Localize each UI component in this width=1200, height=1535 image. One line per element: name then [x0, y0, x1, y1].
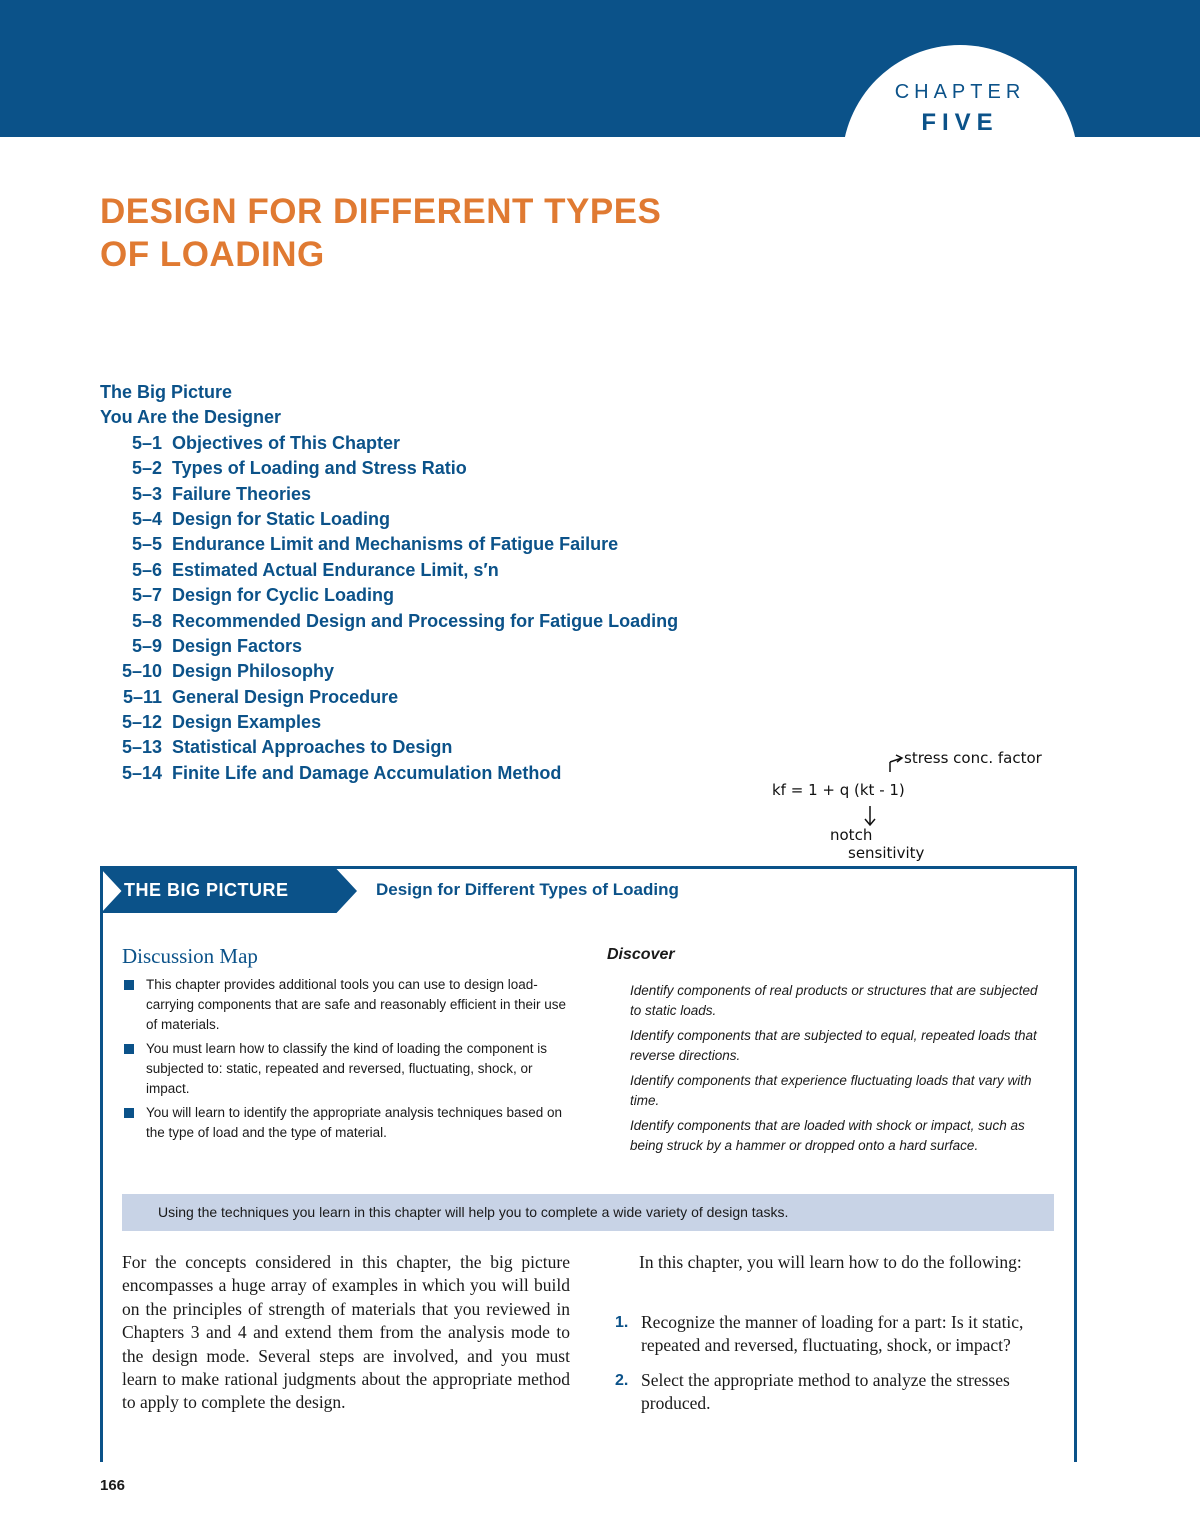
list-item: Identify components that are subjected to equal, repeated loads that reverse directions.: [630, 1028, 1037, 1063]
list-item: Identify components of real products or structures that are subjected to static loads.: [630, 983, 1038, 1018]
toc-item[interactable]: [100, 431, 678, 456]
toc-item-number: 5–10: [121, 661, 162, 682]
list-item: [607, 1311, 1053, 1358]
toc-item-text: Recommended Design and Processing for Fatigue Loading: [172, 610, 679, 631]
annotation-label-notch: notch: [830, 826, 873, 844]
annotation-formula: kf = 1 + q (kt - 1): [772, 781, 905, 799]
toc-item-number: 5–13: [121, 737, 162, 758]
toc-item[interactable]: [100, 735, 678, 760]
toc-item-text: Design Philosophy: [172, 661, 335, 682]
toc-item[interactable]: [100, 583, 678, 608]
toc-item[interactable]: [100, 380, 678, 405]
intro-paragraph: For the concepts considered in this chapter, the big picture encompasses a huge array of examples in which you will build on the principles of strength of materials that you reviewed in Chapters 3 and 4 and extend them from the analysis mode to the design mode. Several steps are involved, and you must learn to make rational judgments about the appropriate method to apply to complete the design.: [122, 1252, 570, 1413]
list-item-number: 2.: [615, 1371, 629, 1389]
toc-item-number: 5–3: [131, 483, 162, 504]
toc-item[interactable]: [100, 685, 678, 710]
learn-list: [607, 1311, 1053, 1427]
toc-item-number: 5–1: [131, 432, 162, 453]
toc-item-text: Failure Theories: [172, 483, 312, 504]
toc-item-text: Statistical Approaches to Design: [172, 737, 453, 758]
toc-item-number: 5–5: [131, 534, 162, 555]
toc-item-text: Design Examples: [172, 712, 322, 733]
list-item-text: Recognize the manner of loading for a part: Is it static, repeated and reversed, fluctuating, shock, or impact?: [641, 1312, 1024, 1356]
toc-item[interactable]: [100, 558, 678, 583]
toc-item-number: 5–7: [131, 585, 162, 606]
toc-item-text: The Big Picture: [100, 382, 233, 402]
list-item: [122, 1039, 572, 1099]
list-item: Identify components that are loaded with shock or impact, such as being struck by a hammer or dropped onto a hard surface.: [630, 1118, 1025, 1153]
toc-item-text: Objectives of This Chapter: [172, 432, 401, 453]
toc-item-text: You Are the Designer: [100, 407, 282, 428]
toc-item[interactable]: [100, 659, 678, 684]
list-item-number: 1.: [615, 1314, 629, 1331]
annotation-label-top: stress conc. factor: [904, 749, 1042, 767]
discussion-map-heading: Discussion Map: [122, 944, 258, 968]
chapter-word: CHAPTER: [894, 81, 1026, 103]
toc-item-text: Design for Cyclic Loading: [172, 585, 395, 606]
annotation-arrow-down: [865, 806, 875, 825]
list-item-text: You must learn how to classify the kind of loading the component is subjected to: static, repeated and reversed, fluctuating, shock, or impact.: [146, 1041, 547, 1096]
toc-item-text: Estimated Actual Endurance Limit, s′n: [172, 559, 499, 580]
square-bullet-icon: [124, 1108, 134, 1118]
chapter-number: FIVE: [921, 109, 999, 136]
toc-item[interactable]: [100, 532, 678, 557]
list-item: Identify components that experience fluctuating loads that vary with time.: [630, 1073, 1032, 1108]
toc-item[interactable]: [100, 507, 678, 532]
toc-item[interactable]: [100, 456, 678, 481]
square-bullet-icon: [124, 980, 134, 990]
toc-item-text: Finite Life and Damage Accumulation Method: [172, 762, 562, 783]
toc-item-number: 5–14: [121, 762, 162, 783]
toc-item-number: 5–4: [131, 508, 162, 529]
chapter-title-line2: OF LOADING: [100, 235, 325, 274]
discover-heading: Discover: [607, 946, 675, 963]
discover-list: [630, 981, 1040, 1161]
list-item-text: Select the appropriate method to analyze the stresses produced.: [641, 1369, 1010, 1414]
toc-item-number: 5–6: [131, 559, 162, 580]
big-picture-label: THE BIG PICTURE: [124, 880, 289, 900]
table-of-contents: [100, 380, 678, 786]
annotation-label-sensitivity: sensitivity: [848, 844, 925, 862]
toc-item-text: Design Factors: [172, 635, 303, 656]
list-item-text: You will learn to identify the appropriate analysis techniques based on the type of load and the type of material.: [146, 1105, 563, 1140]
list-item: [607, 1369, 1053, 1416]
toc-item-number: 5–9: [131, 635, 162, 656]
toc-item-number: 5–11: [122, 686, 162, 707]
learn-intro: In this chapter, you will learn how to do the following:: [639, 1252, 1022, 1272]
list-item: [122, 975, 572, 1035]
techniques-note: Using the techniques you learn in this chapter will help you to complete a wide variety of design tasks.: [122, 1194, 1054, 1231]
square-bullet-icon: [124, 1044, 134, 1054]
toc-item[interactable]: [100, 634, 678, 659]
list-item: [122, 1103, 572, 1143]
discussion-map-list: [122, 975, 572, 1147]
toc-item-number: 5–8: [131, 610, 162, 631]
toc-item[interactable]: [100, 609, 678, 634]
toc-item[interactable]: [100, 482, 678, 507]
chapter-title: [100, 190, 661, 276]
toc-item-text: Types of Loading and Stress Ratio: [172, 458, 467, 479]
toc-item-number: 5–2: [131, 458, 162, 479]
toc-item-number: 5–12: [121, 712, 162, 733]
annotation-arrow-up: [890, 755, 902, 762]
big-picture-title: Design for Different Types of Loading: [376, 880, 679, 899]
chapter-title-line1: DESIGN FOR DIFFERENT TYPES: [100, 192, 662, 231]
toc-item[interactable]: [100, 405, 678, 430]
toc-item-text: General Design Procedure: [172, 686, 399, 707]
toc-item-text: Design for Static Loading: [172, 508, 391, 529]
toc-item[interactable]: [100, 710, 678, 735]
toc-item[interactable]: [100, 761, 678, 786]
page-number: 166: [100, 1477, 126, 1494]
toc-item-text: Endurance Limit and Mechanisms of Fatigue Failure: [172, 534, 619, 555]
handwritten-annotation: [770, 740, 1070, 870]
list-item-text: This chapter provides additional tools you can use to design load-carrying components that are safe and reasonably efficient in their use of materials.: [146, 977, 566, 1032]
